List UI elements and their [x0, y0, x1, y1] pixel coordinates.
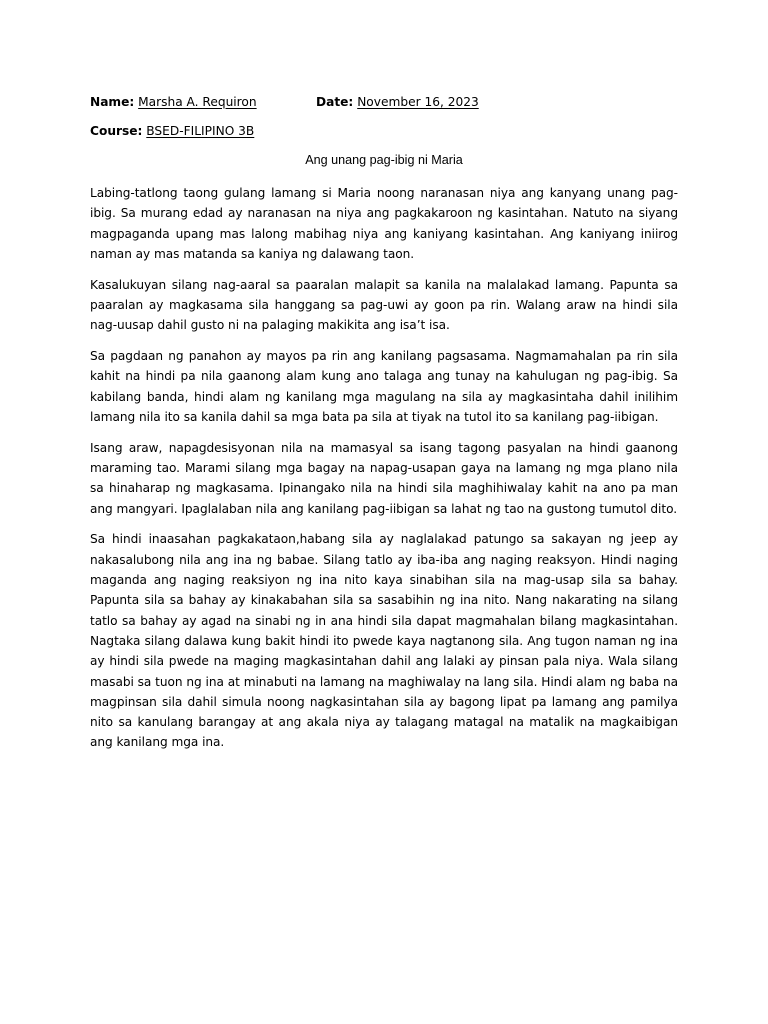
paragraph-1: Labing-tatlong taong gulang lamang si Maria noong naranasan niya ang kanyang unang pag-ibig. Sa murang edad ay naranasan na niya ang pagkakaroon ng kasintahan. Natuto na siyang magpaganda upang mas lalong mabihag niya ang kaniyang kasintahan. Ang kaniyang iniirog naman ay mas matanda sa kaniya ng dalawang taon. — [90, 186, 678, 261]
paragraph-4: Isang araw, napagdesisyonan nila na mamasyal sa isang tagong pasyalan na hindi gaanong maraming tao. Marami silang mga bagay na napag-usapan gaya na lamang ng mga plano nila sa hinaharap ng magkasama. Ipinangako nila na hindi sila maghihiwalay kahit na ano pa man ang mangyari. Ipaglalaban nila ang kanilang pag-iibigan sa lahat ng tao na gustong tumutol dito. — [90, 440, 678, 516]
course-label: Course: — [90, 124, 143, 138]
paragraph-5: Sa hindi inaasahan pagkakataon,habang sila ay naglalakad patungo sa sakayan ng jeep ay nakasalubong nila ang ina ng babae. Silang tatlo ay iba-iba ang naging reaksyon. Hindi naging maganda ang naging reaksiyon ng ina nito kaya sinabihan sila na mag-usap sila sa bahay. Papunta sila sa bahay ay kinakabahan sila sa sasabihin ng ina nito. Nang nakarating na silang tatlo sa bahay ay agad na sinabi ng in ana hindi sila dapat magmahalan bilang magkasintahan. Nagtaka silang dalawa kung bakit hindi ito pwede kaya nagtanong sila. Ang tugon naman ng ina ay hindi sila pwede na maging magkasintahan dahil ang lalaki ay pinsan pala niya. Wala silang masabi sa tuon ng ina at minabuti na lamang na maghiwalay na lang sila. Hindi alam ng baba na magpinsan sila dahil simula noong nagkasintahan sila ay bagong lipat pa lamang ang pamilya nito sa kanulang barangay at ang akala niya ay talagang matagal na matalik na magkaibigan ang kanilang mga ina. — [90, 532, 678, 750]
story-title: Ang unang pag-ibig ni Maria — [305, 153, 463, 167]
name-line — [90, 94, 257, 110]
date-label: Date: — [316, 95, 354, 109]
story-body — [90, 183, 678, 763]
course-value: BSED-FILIPINO 3B — [146, 124, 255, 138]
paragraph-2: Kasalukuyan silang nag-aaral sa paaralan malapit sa kanila na malalakad lamang. Papunta sa paaralan ay magkasama sila hanggang sa pag-uwi ay goon pa rin. Walang araw na hindi sila nag-uusap dahil gusto ni na palaging makikita ang isa’t isa. — [90, 277, 678, 333]
course-line — [90, 123, 254, 139]
name-value: Marsha A. Requiron — [138, 95, 257, 109]
date-value: November 16, 2023 — [357, 95, 479, 109]
paragraph-3: Sa pagdaan ng panahon ay mayos pa rin ang kanilang pagsasama. Nagmamahalan pa rin sila kahit na hindi pa nila gaanong alam kung ano talaga ang tunay na kahulugan ng pag-ibig. Sa kabilang banda, hindi alam ng kanilang mga magulang na sila ay magkasintaha dahil inilihim lamang nila ito sa kanila dahil sa mga bata pa sila at tiyak na tutol ito sa kanilang pag-iibigan. — [90, 349, 678, 424]
name-label: Name: — [90, 95, 135, 109]
date-line — [316, 94, 479, 110]
